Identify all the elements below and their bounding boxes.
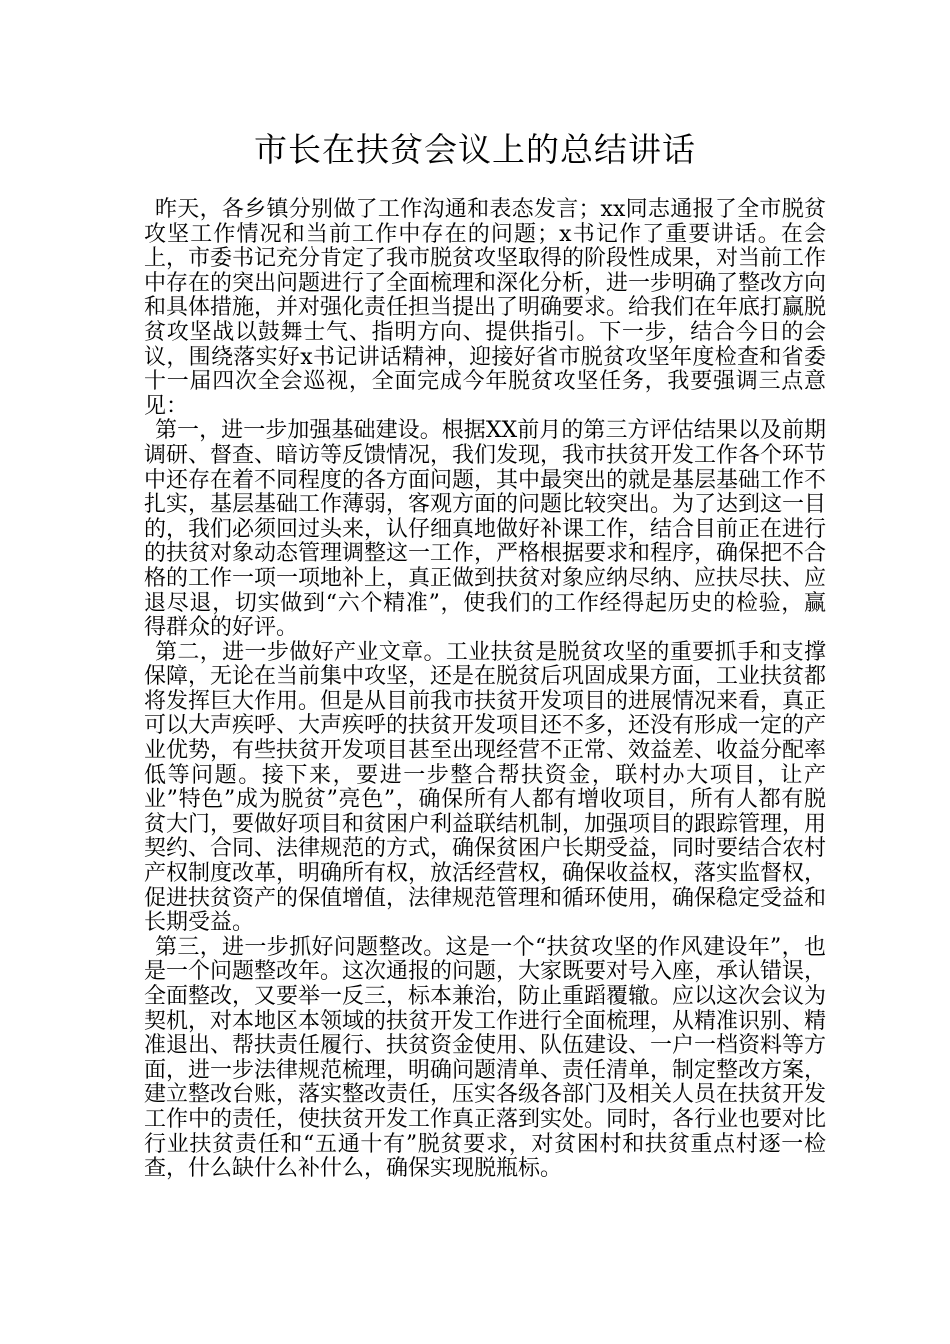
paragraph-intro: 昨天，各乡镇分别做了工作沟通和表态发言；xx同志通报了全市脱贫攻坚工作情况和当前工作中存在的问题；x书记作了重要讲话。在会上，市委书记充分肯定了我市脱贫攻坚取得的阶段性成果，对当前工作中存在的突出问题进行了全面梳理和深化分析，进一步明确了整改方向和具体措施，并对强化责任担当提出了明确要求。给我们在年底打赢脱贫攻坚战以鼓舞士气、指明方向、提供指引。下一步，结合今日的会议，围绕落实好x书记讲话精神，迎接好省市脱贫攻坚年度检查和省委十一届四次全会巡视，全面完成今年脱贫攻坚任务，我要强调三点意见： — [144, 197, 827, 419]
paragraph-point-one: 第一，进一步加强基础建设。根据XX前月的第三方评估结果以及前期调研、督查、暗访等反馈情况，我们发现，我市扶贫开发工作各个环节中还存在着不同程度的各方面问题，其中最突出的就是基层基础工作不扎实，基层基础工作薄弱，客观方面的问题比较突出。为了达到这一目的，我们必须回过头来，认仔细真地做好补课工作，结合目前正在进行的扶贫对象动态管理调整这一工作，严格根据要求和程序，确保把不合格的工作一项一项地补上，真正做到扶贫对象应纳尽纳、应扶尽扶、应退尽退，切实做到“六个精准”，使我们的工作经得起历史的检验，赢得群众的好评。 — [144, 418, 827, 641]
document-body — [144, 198, 826, 1182]
paragraph-point-three: 第三，进一步抓好问题整改。这是一个“扶贫攻坚的作风建设年”，也是一个问题整改年。这次通报的问题，大家既要对号入座，承认错误，全面整改，又要举一反三，标本兼治，防止重蹈覆辙。应以这次会议为契机，对本地区本领域的扶贫开发工作进行全面梳理，从精准识别、精准退出、帮扶责任履行、扶贫资金使用、队伍建设、一户一档资料等方面，进一步法律规范梳理，明确问题清单、责任清单，制定整改方案，建立整改台账，落实整改责任，压实各级各部门及相关人员在扶贫开发工作中的责任，使扶贫开发工作真正落到实处。同时，各行业也要对比行业扶贫责任和“五通十有”脱贫要求，对贫困村和扶贫重点村逐一检查，什么缺什么补什么，确保实现脱瓶标。 — [144, 934, 827, 1182]
document-title: 市长在扶贫会议上的总结讲话 — [254, 130, 696, 169]
paragraph-point-two: 第二，进一步做好产业文章。工业扶贫是脱贫攻坚的重要抓手和支撑保障，无论在当前集中攻坚，还是在脱贫后巩固成果方面，工业扶贫都将发挥巨大作用。但是从目前我市扶贫开发项目的进展情况来看，真正可以大声疾呼、大声疾呼的扶贫开发项目还不多，还没有形成一定的产业优势，有些扶贫开发项目甚至出现经营不正常、效益差、收益分配率低等问题。接下来，要进一步整合帮扶资金，联村办大项目，让产业”特色”成为脱贫”亮色”，确保所有人都有增收项目，所有人都有脱贫大门，要做好项目和贫困户利益联结机制，加强项目的跟踪管理，用契约、合同、法律规范的方式，确保贫困户长期受益，同时要结合农村产权制度改革，明确所有权，放活经营权，确保收益权，落实监督权，促进扶贫资产的保值增值，法律规范管理和循环使用，确保稳定受益和长期受益。 — [144, 639, 827, 936]
